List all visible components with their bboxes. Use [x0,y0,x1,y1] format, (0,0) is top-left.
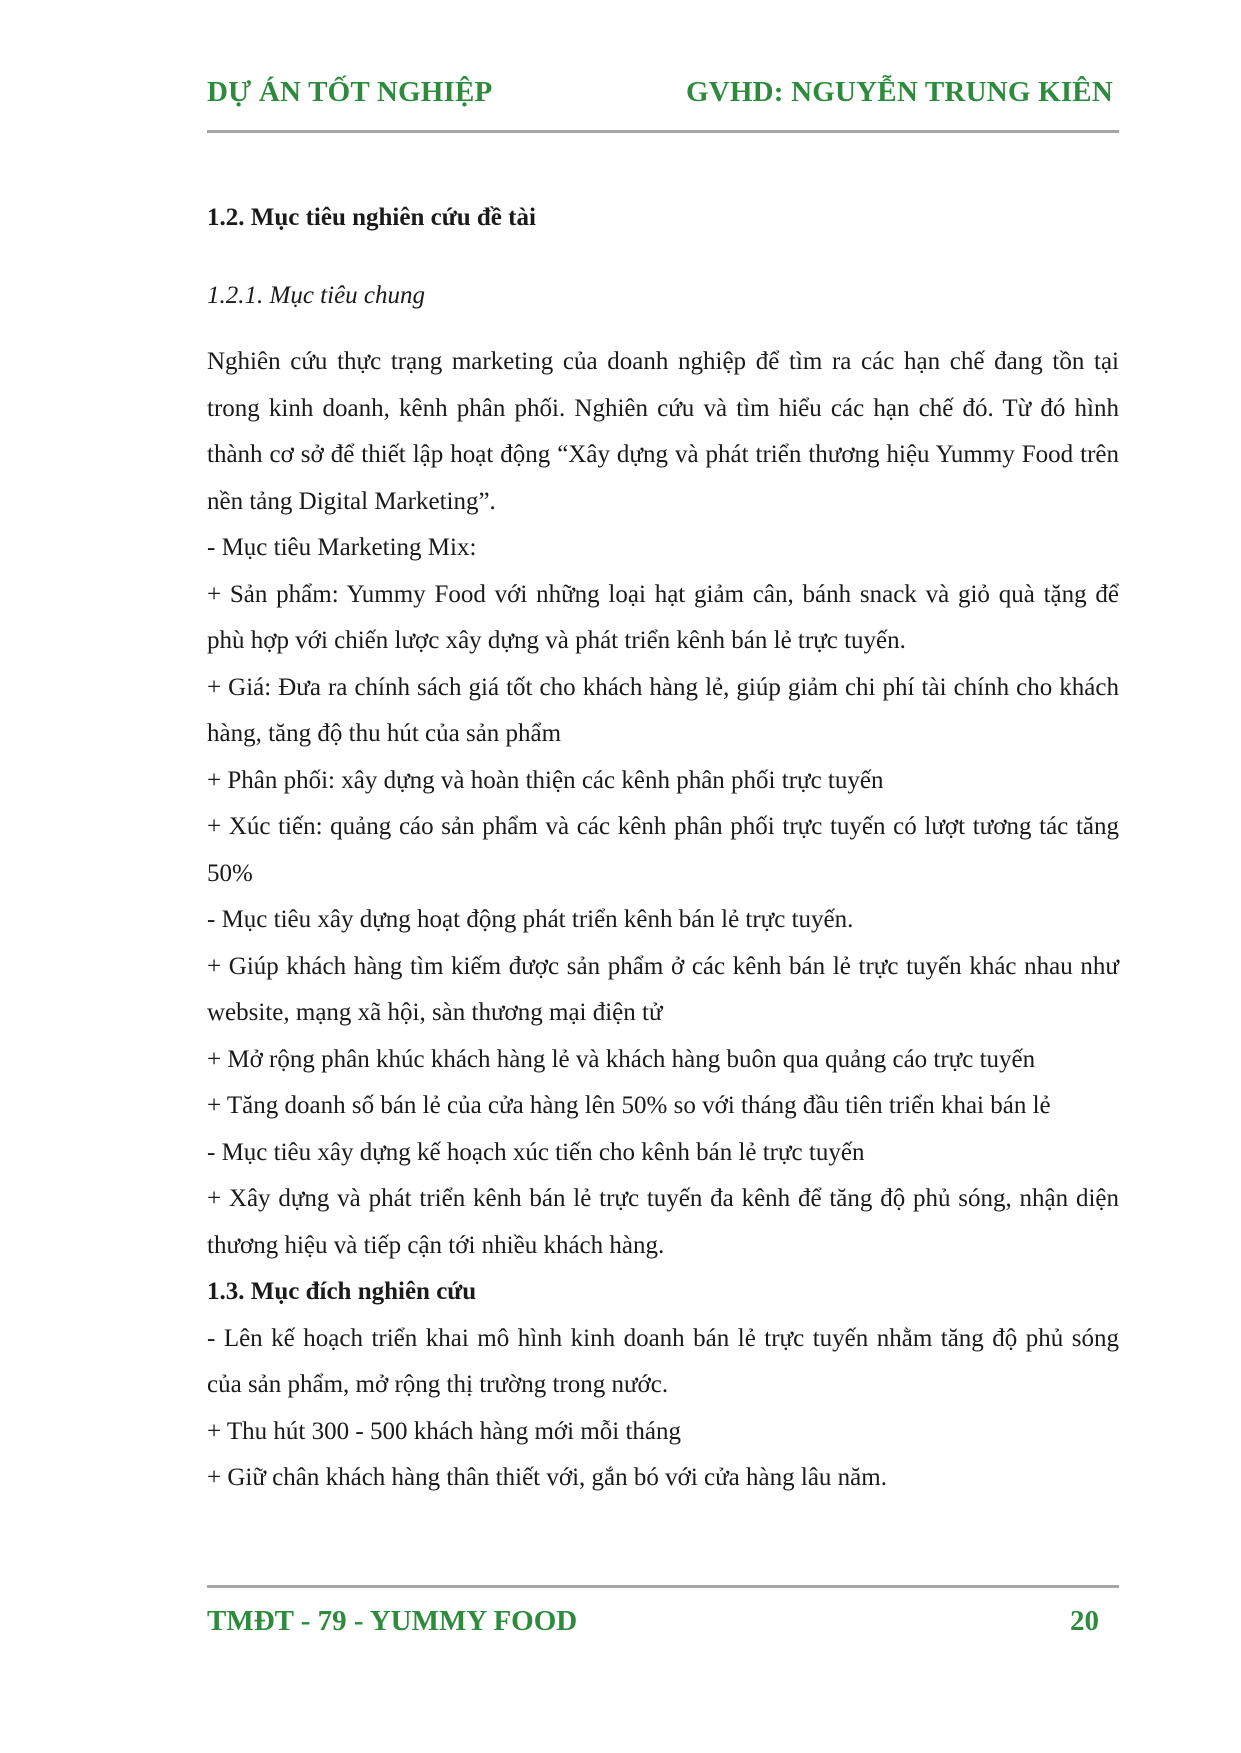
list-item: - Mục tiêu Marketing Mix: [207,534,477,561]
subsection-heading-1-2-1: 1.2.1. Mục tiêu chung [207,282,426,309]
list-item: + Phân phối: xây dựng và hoàn thiện các kênh phân phối trực tuyến [207,766,884,794]
list-item: + Xây dựng và phát triển kênh bán lẻ trực tuyến đa kênh để tăng độ phủ sóng, nhận diện thương hiệu và tiếp cận tới nhiều khách hàng. [207,1185,1119,1259]
list-item: + Giúp khách hàng tìm kiếm được sản phẩm ở các kênh bán lẻ trực tuyến khác nhau như website, mạng xã hội, sàn thương mại điện tử [207,952,1119,1026]
list-item: + Giá: Đưa ra chính sách giá tốt cho khách hàng lẻ, giúp giảm chi phí tài chính cho khách hàng, tăng độ thu hút của sản phẩm [207,673,1119,747]
list-item: + Giữ chân khách hàng thân thiết với, gắn bó với cửa hàng lâu năm. [207,1464,887,1491]
list-item: + Thu hút 300 - 500 khách hàng mới mỗi tháng [207,1417,682,1445]
list-item: + Xúc tiến: quảng cáo sản phẩm và các kênh phân phối trực tuyến có lượt tương tác tăng 50% [207,813,1119,887]
page-header [207,68,1119,118]
intro-paragraph: Nghiên cứu thực trạng marketing của doanh nghiệp để tìm ra các hạn chế đang tồn tại trong kinh doanh, kênh phân phối. Nghiên cứu và tìm hiểu các hạn chế đó. Từ đó hình thành cơ sở để thiết lập hoạt động “Xây dựng và phát triển thương hiệu Yummy Food trên nền tảng Digital Marketing”. [207,348,1119,515]
list-item: - Mục tiêu xây dựng hoạt động phát triển kênh bán lẻ trực tuyến. [207,906,854,933]
footer-project-name: TMĐT - 79 - YUMMY FOOD [207,1605,578,1637]
section-heading-1-3: 1.3. Mục đích nghiên cứu [207,1278,477,1305]
list-item: - Mục tiêu xây dựng kế hoạch xúc tiến cho kênh bán lẻ trực tuyến [207,1138,865,1166]
list-item: + Tăng doanh số bán lẻ của cửa hàng lên 50% so với tháng đầu tiên triển khai bán lẻ [207,1092,1051,1119]
section-heading-1-2: 1.2. Mục tiêu nghiên cứu đề tài [207,204,536,231]
header-project-title: DỰ ÁN TỐT NGHIỆP [207,76,493,108]
list-item: + Mở rộng phân khúc khách hàng lẻ và khách hàng buôn qua quảng cáo trực tuyến [207,1045,1036,1073]
page-content [207,200,1119,1502]
footer-divider [207,1585,1119,1588]
header-advisor: GVHD: NGUYỄN TRUNG KIÊN [685,76,1113,108]
page-number: 20 [1070,1605,1099,1637]
header-divider [207,130,1119,133]
list-item: - Lên kế hoạch triển khai mô hình kinh doanh bán lẻ trực tuyến nhằm tăng độ phủ sóng của sản phẩm, mở rộng thị trường trong nước. [207,1324,1119,1398]
list-item: + Sản phẩm: Yummy Food với những loại hạt giảm cân, bánh snack và giỏ quà tặng để phù hợp với chiến lược xây dựng và phát triển kênh bán lẻ trực tuyến. [207,580,1119,654]
